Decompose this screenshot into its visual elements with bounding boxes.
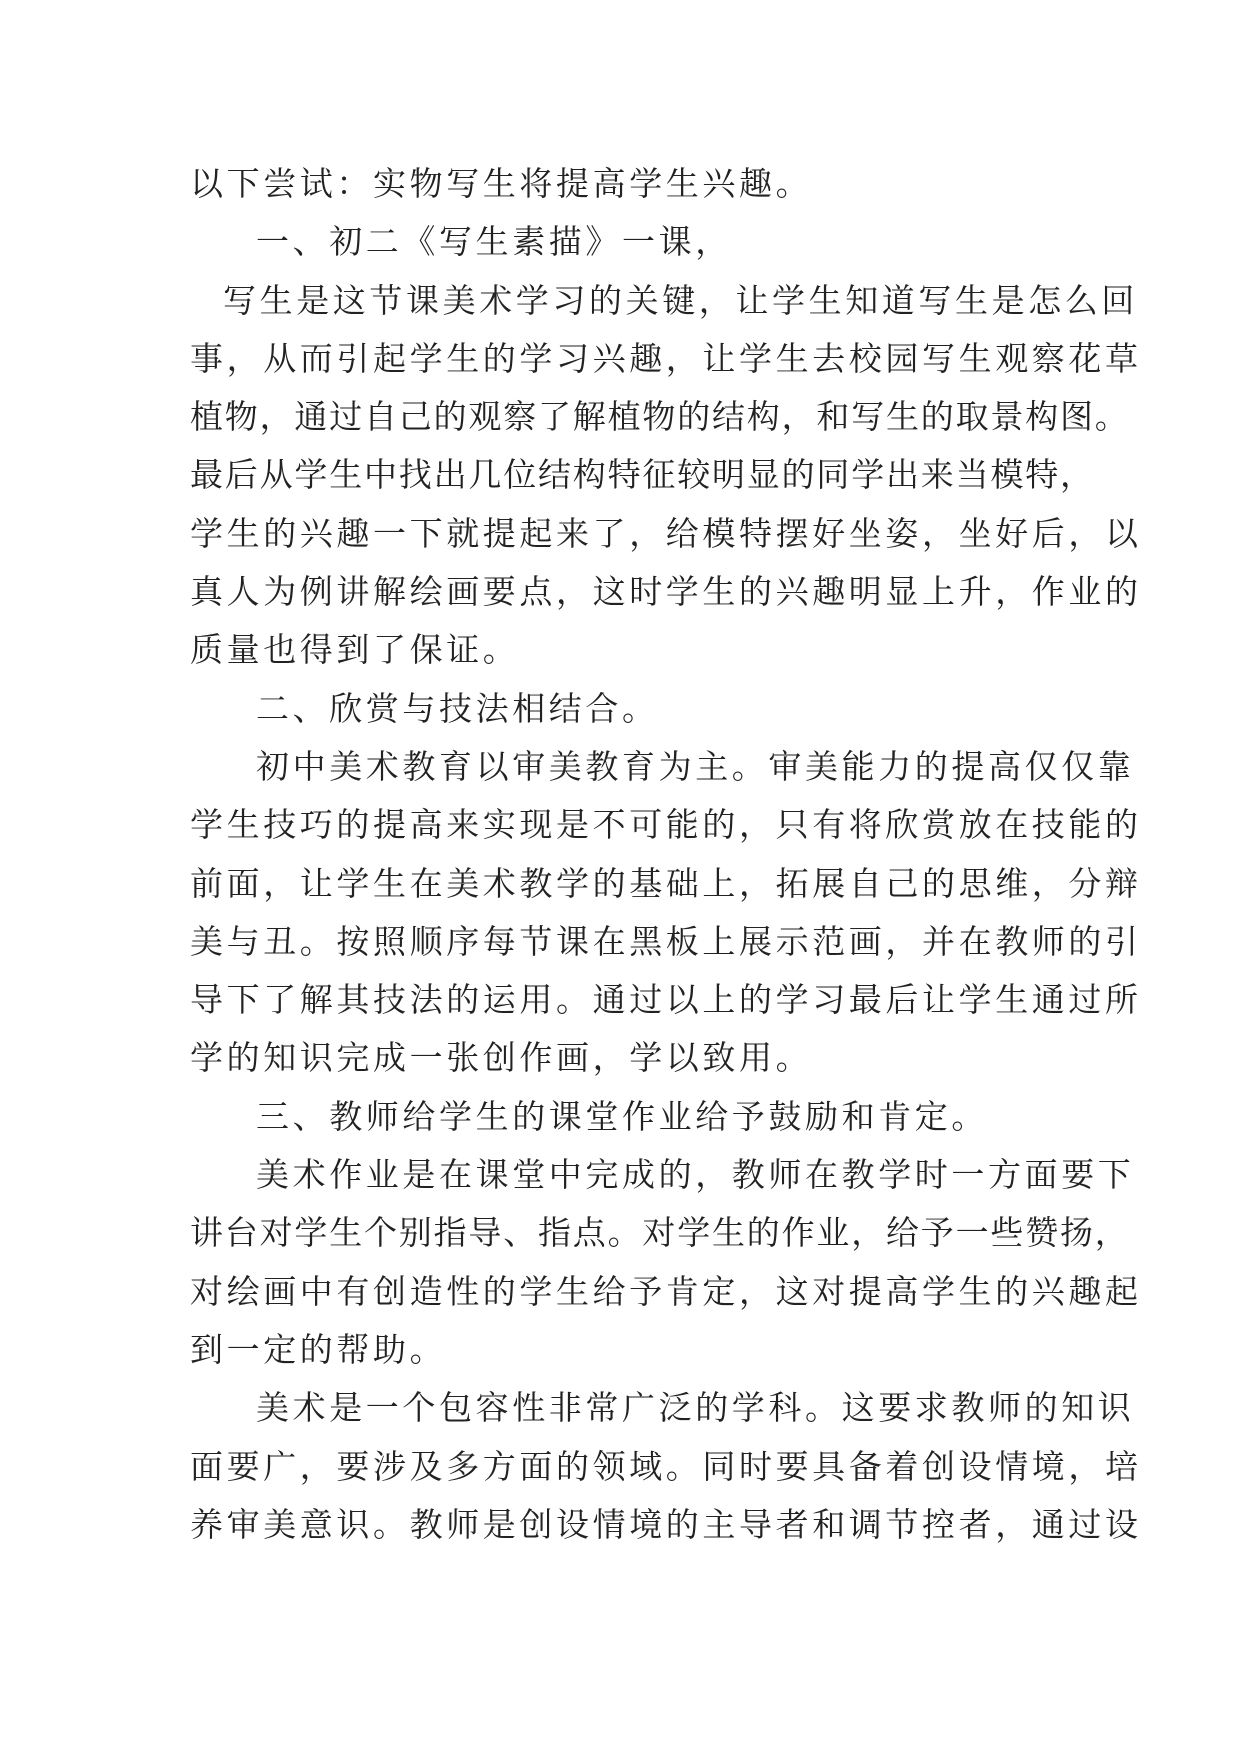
text-line: 写生是这节课美术学习的关键，让学生知道写生是怎么回: [223, 280, 1138, 320]
text-line: 最后从学生中找出几位结构特征较明显的同学出来当模特，: [190, 455, 1095, 495]
text-line: 前面，让学生在美术教学的基础上，拓展自己的思维，分辩: [190, 863, 1142, 903]
text-line: 到一定的帮助。: [190, 1329, 447, 1369]
text-line: 面要广，要涉及多方面的领域。同时要具备着创设情境，培: [190, 1446, 1142, 1486]
text-line: 学的知识完成一张创作画，学以致用。: [190, 1038, 813, 1078]
text-line: 美术是一个包容性非常广泛的学科。这要求教师的知识: [256, 1388, 1135, 1428]
text-line: 讲台对学生个别指导、指点。对学生的作业，给予一些赞扬，: [190, 1213, 1130, 1253]
text-line: 养审美意识。教师是创设情境的主导者和调节控者，通过设: [190, 1504, 1142, 1544]
text-line: 导下了解其技法的运用。通过以上的学习最后让学生通过所: [190, 980, 1142, 1020]
section-heading: 三、教师给学生的课堂作业给予鼓励和肯定。: [256, 1096, 988, 1136]
section-heading: 一、初二《写生素描》一课，: [256, 222, 732, 262]
text-line: 植物，通过自己的观察了解植物的结构，和写生的取景构图。: [190, 397, 1130, 437]
text-line: 事，从而引起学生的学习兴趣，让学生去校园写生观察花草: [190, 338, 1142, 378]
text-line: 以下尝试：实物写生将提高学生兴趣。: [190, 164, 813, 203]
text-line: 对绘画中有创造性的学生给予肯定，这对提高学生的兴趣起: [190, 1271, 1142, 1311]
document-body: [190, 155, 1142, 1554]
section-heading: 二、欣赏与技法相结合。: [256, 688, 659, 728]
text-line: 真人为例讲解绘画要点，这时学生的兴趣明显上升，作业的: [190, 572, 1142, 612]
text-line: 初中美术教育以审美教育为主。审美能力的提高仅仅靠: [256, 746, 1135, 786]
text-line: 美术作业是在课堂中完成的，教师在教学时一方面要下: [256, 1155, 1135, 1195]
text-line: 美与丑。按照顺序每节课在黑板上展示范画，并在教师的引: [190, 921, 1142, 961]
text-line: 学生的兴趣一下就提起来了，给模特摆好坐姿，坐好后，以: [190, 513, 1142, 553]
text-line: 学生技巧的提高来实现是不可能的，只有将欣赏放在技能的: [190, 805, 1142, 845]
text-line: 质量也得到了保证。: [190, 630, 520, 670]
